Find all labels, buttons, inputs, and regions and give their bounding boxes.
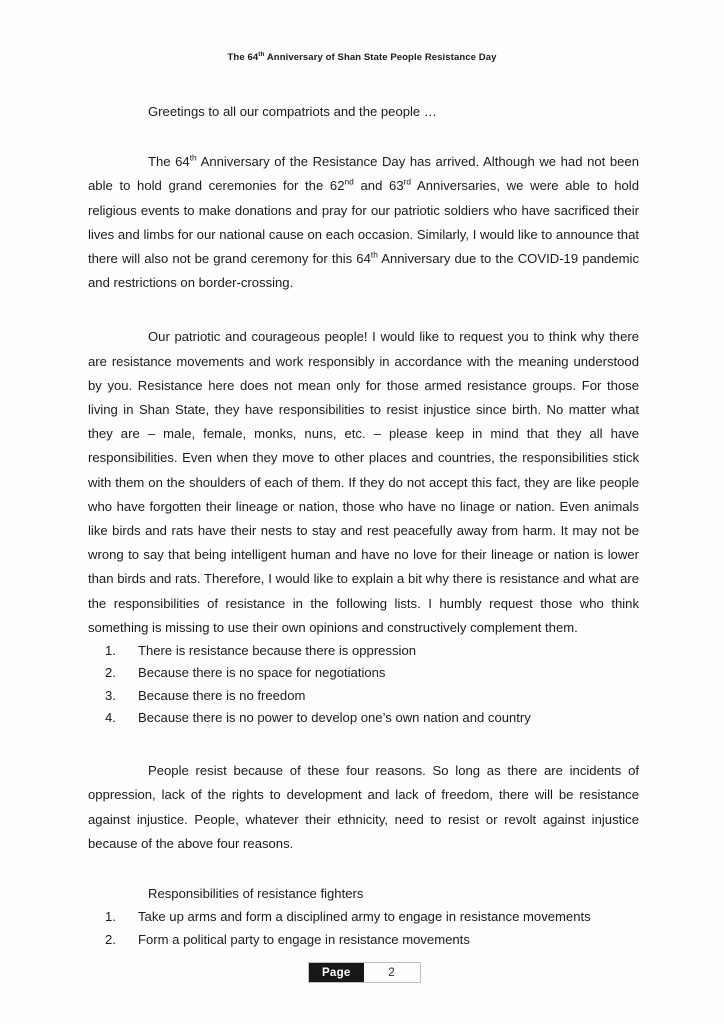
- list-item: [88, 707, 639, 729]
- running-header-ordinal: th: [258, 50, 265, 58]
- page-number-footer: [308, 962, 421, 983]
- paragraph-1-part-2: Anniversary of the Resistance Day has arrived. Although we had not been able to hold grand ceremonies for the 62: [88, 154, 639, 194]
- list-item-number: 1.: [105, 643, 116, 659]
- paragraph-1-sup-4: th: [370, 249, 378, 260]
- running-header-suffix: Anniversary of Shan State People Resistance Day: [264, 52, 497, 63]
- paragraph-1: [88, 150, 639, 295]
- list-item: [88, 662, 639, 684]
- running-header-prefix: The 64: [227, 52, 259, 63]
- responsibilities-list: [88, 906, 639, 951]
- document-body: [88, 100, 639, 951]
- list-item-number: 1.: [105, 909, 116, 925]
- paragraph-2: Our patriotic and courageous people! I would like to request you to think why there are resistance movements and work responsibly in accordance with the meaning understood by you. Resistance here does not mean only for those armed resistance groups. For those living in Shan State, they have responsibilities to resist injustice since birth. No matter what they are – male, female, monks, nuns, etc. – please keep in mind that they all have responsibilities. Even when they move to other places and countries, the responsibilities stick with them on the shoulders of each of them. If they do not accept this fact, they are like people who have forgotten their lineage or nation, those who have no linage or nation. Even animals like birds and rats have their nests to stay and rest peacefully away from harm. It may not be wrong to say that being intelligent human and have no love for their lineage or nation is lower than birds and rats. Therefore, I would like to explain a bit why there is resistance and what are the responsibilities of resistance in the following lists. I humbly request those who think something is missing to use their own opinions and constructively complement them.: [88, 329, 639, 635]
- greeting-paragraph: Greetings to all our compatriots and the people …: [148, 104, 437, 119]
- list-item-text: Form a political party to engage in resistance movements: [138, 931, 470, 947]
- list-item-number: 2.: [105, 931, 116, 947]
- list-item-text: Because there is no power to develop one’s own nation and country: [138, 709, 531, 725]
- paragraph-1-sup-3: rd: [403, 177, 412, 188]
- page-footer-label: Page: [309, 963, 364, 982]
- paragraph-1-sup-2: nd: [344, 177, 354, 188]
- paragraph-1-part-4: Anniversaries, we were able to hold religious events to make donations and pray for our patriotic soldiers who have sacrificed their lives and limbs for our national cause on each occasion. Similarly, I would like to announce that there will also not be grand ceremony for this 64: [88, 178, 639, 267]
- paragraph-1-part-1: The 64: [148, 154, 190, 170]
- list-item-text: Take up arms and form a disciplined army to engage in resistance movements: [138, 909, 591, 925]
- spacer: [88, 124, 639, 150]
- spacer: [88, 729, 639, 759]
- responsibilities-heading: Responsibilities of resistance fighters: [148, 886, 364, 902]
- list-item-text: Because there is no freedom: [138, 687, 306, 703]
- list-item: [88, 929, 639, 951]
- list-item: [88, 906, 639, 928]
- paragraph-1-part-3: and 63: [353, 178, 404, 194]
- paragraph-1-sup-1: th: [189, 152, 197, 163]
- paragraph-1-part-5: Anniversary due to the COVID-19 pandemic and restrictions on border-crossing.: [88, 251, 639, 291]
- reasons-list: [88, 640, 639, 729]
- document-running-header: [0, 52, 724, 63]
- spacer: [88, 856, 639, 882]
- list-item-number: 2.: [105, 665, 116, 681]
- list-item-number: 3.: [105, 687, 116, 703]
- list-item: [88, 685, 639, 707]
- spacer: [88, 295, 639, 325]
- list-item-text: Because there is no space for negotiations: [138, 665, 386, 681]
- list-item-number: 4.: [105, 709, 116, 725]
- paragraph-3: People resist because of these four reasons. So long as there are incidents of oppression, lack of the rights to development and lack of freedom, there will be resistance against injustice. People, whatever their ethnicity, need to resist or revolt against injustice because of the above four reasons.: [88, 763, 639, 851]
- list-item: [88, 640, 639, 662]
- page-footer-number: 2: [364, 963, 420, 982]
- list-item-text: There is resistance because there is oppression: [138, 643, 417, 659]
